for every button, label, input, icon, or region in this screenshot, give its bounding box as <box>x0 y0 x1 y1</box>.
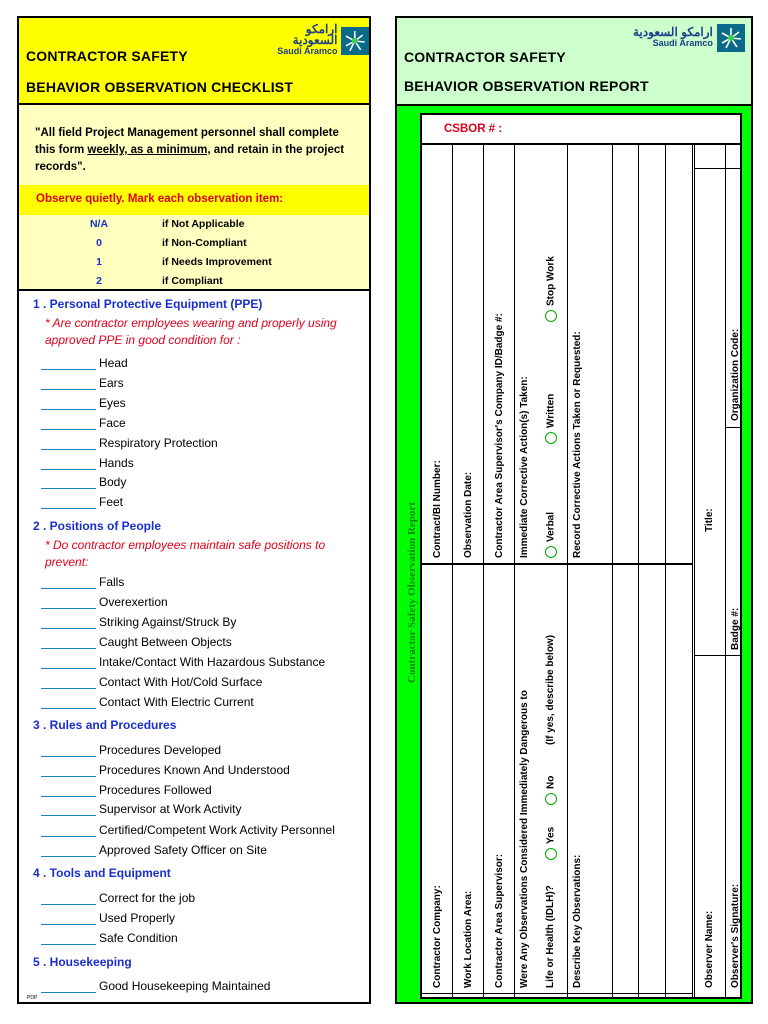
observation-date-label: Observation Date: <box>463 471 474 558</box>
idlh-yes-option[interactable]: Yes <box>545 827 557 860</box>
saudi-aramco-logo <box>633 24 745 52</box>
idlh-no-option[interactable]: No <box>545 776 557 805</box>
supervisor-id-label: Contractor Area Supervisor's Company ID/Badge #: <box>494 313 505 558</box>
work-location-label: Work Location Area: <box>463 890 474 988</box>
written-radio-icon <box>545 432 557 444</box>
report-title-line2: BEHAVIOR OBSERVATION REPORT <box>404 78 649 94</box>
logo-arabic: ارامكو السعودية <box>633 25 713 39</box>
checklist-item[interactable]: Contact With Hot/Cold Surface <box>41 675 361 694</box>
section-tools-heading: 4 . Tools and Equipment <box>33 866 171 880</box>
csbor-label: CSBOR # : <box>444 123 503 135</box>
report-form <box>420 113 742 999</box>
checklist-item[interactable]: Eyes <box>41 396 361 415</box>
logo-arabic: ارامكو السعودية <box>292 22 338 47</box>
idlh-question-line1: Were Any Observations Considered Immediately Dangerous to <box>519 690 530 988</box>
section-ppe-note: * Are contractor employees wearing and properly using approved PPE in good condition for : <box>45 316 337 347</box>
checklist-item[interactable]: Approved Safety Officer on Site <box>41 843 361 862</box>
checklist-item[interactable]: Used Properly <box>41 911 361 930</box>
section-ppe-heading: 1 . Personal Protective Equipment (PPE) <box>33 297 263 311</box>
scoring-legend <box>19 215 369 291</box>
checklist-title-line2: BEHAVIOR OBSERVATION CHECKLIST <box>26 79 294 95</box>
report-header <box>397 18 751 106</box>
observer-name-label: Observer Name: <box>704 910 715 988</box>
organization-code-label: Organization Code: <box>730 328 741 421</box>
checklist-item[interactable]: Hands <box>41 456 361 475</box>
checklist-item[interactable]: Respiratory Protection <box>41 436 361 455</box>
yes-radio-icon <box>545 848 557 860</box>
corrective-action-label: Immediate Corrective Action(s) Taken: <box>519 376 530 558</box>
observe-text: Observe quietly. Mark each observation item: <box>36 193 284 205</box>
legend-row: 2 if Compliant <box>96 275 223 287</box>
verbal-option[interactable]: Verbal <box>545 512 557 558</box>
observer-signature-label: Observer's Signature: <box>730 883 741 988</box>
no-radio-icon <box>545 793 557 805</box>
record-actions-label: Record Corrective Actions Taken or Requested: <box>572 331 583 558</box>
checklist-item[interactable]: Falls <box>41 575 361 594</box>
section-positions-note: * Do contractor employees maintain safe positions to prevent: <box>45 538 326 569</box>
stop-work-option[interactable]: Stop Work <box>545 256 557 322</box>
logo-english: Saudi Aramco <box>277 46 338 56</box>
checklist-item[interactable]: Procedures Known And Understood <box>41 763 361 782</box>
section-rules-heading: 3 . Rules and Procedures <box>33 718 177 732</box>
checklist-panel <box>17 16 371 1004</box>
observations-writing-area[interactable] <box>639 145 664 990</box>
if-yes-note: (If yes, describe below) <box>545 634 556 745</box>
aramco-star-icon <box>341 27 369 55</box>
checklist-item[interactable]: Procedures Developed <box>41 743 361 762</box>
observe-instruction <box>19 185 369 215</box>
observations-writing-area[interactable] <box>613 145 637 990</box>
checklist-item[interactable]: Head <box>41 356 361 375</box>
intro-block <box>19 105 369 185</box>
checklist-title-line1: CONTRACTOR SAFETY <box>26 48 188 64</box>
legend-row: 1 if Needs Improvement <box>96 256 272 268</box>
checklist-item[interactable]: Procedures Followed <box>41 783 361 802</box>
checklist-item[interactable]: Striking Against/Struck By <box>41 615 361 634</box>
checklist-item[interactable]: Certified/Competent Work Activity Personnel <box>41 823 361 842</box>
legend-row: 0 if Non-Compliant <box>96 237 247 249</box>
legend-row: N/A if Not Applicable <box>89 218 245 230</box>
idlh-question-line2: Life or Health (IDLH)? <box>545 885 556 988</box>
checklist-item[interactable]: Safe Condition <box>41 931 361 950</box>
section-housekeeping-heading: 5 . Housekeeping <box>33 955 132 969</box>
key-observations-label: Describe Key Observations: <box>572 854 583 988</box>
report-title-line1: CONTRACTOR SAFETY <box>404 49 566 65</box>
checklist-header <box>19 18 369 105</box>
footer-code: PDP <box>27 995 38 1001</box>
checklist-item[interactable]: Correct for the job <box>41 891 361 910</box>
badge-label: Badge #: <box>730 607 741 650</box>
checklist-item[interactable]: Supervisor at Work Activity <box>41 802 361 821</box>
stop-work-radio-icon <box>545 310 557 322</box>
area-supervisor-label: Contractor Area Supervisor: <box>494 853 505 988</box>
checklist-item[interactable]: Contact With Electric Current <box>41 695 361 714</box>
saudi-aramco-logo <box>259 24 369 57</box>
checklist-item[interactable]: Caught Between Objects <box>41 635 361 654</box>
title-label: Title: <box>704 508 715 532</box>
checklist-item[interactable]: Ears <box>41 376 361 395</box>
aramco-star-icon <box>717 24 745 52</box>
intro-text: "All field Project Management personnel shall complete this form weekly, as a minimum, and retain in the project records". <box>35 127 345 173</box>
checklist-item[interactable]: Feet <box>41 495 361 514</box>
csbor-number-field[interactable] <box>422 115 740 145</box>
checklist-item[interactable]: Face <box>41 416 361 435</box>
observations-writing-area[interactable] <box>666 145 691 990</box>
verbal-radio-icon <box>545 546 557 558</box>
checklist-item[interactable]: Good Housekeeping Maintained <box>41 979 361 998</box>
report-side-title: Contractor Safety Observation Report <box>406 502 418 683</box>
contract-number-label: Contract/BI Number: <box>432 460 443 558</box>
report-panel <box>395 16 753 1004</box>
checklist-item[interactable]: Body <box>41 475 361 494</box>
contractor-company-label: Contractor Company: <box>432 885 443 988</box>
section-positions-heading: 2 . Positions of People <box>33 519 162 533</box>
checklist-item[interactable]: Overexertion <box>41 595 361 614</box>
logo-english: Saudi Aramco <box>652 38 713 48</box>
written-option[interactable]: Written <box>545 394 557 444</box>
checklist-item[interactable]: Intake/Contact With Hazardous Substance <box>41 655 361 674</box>
